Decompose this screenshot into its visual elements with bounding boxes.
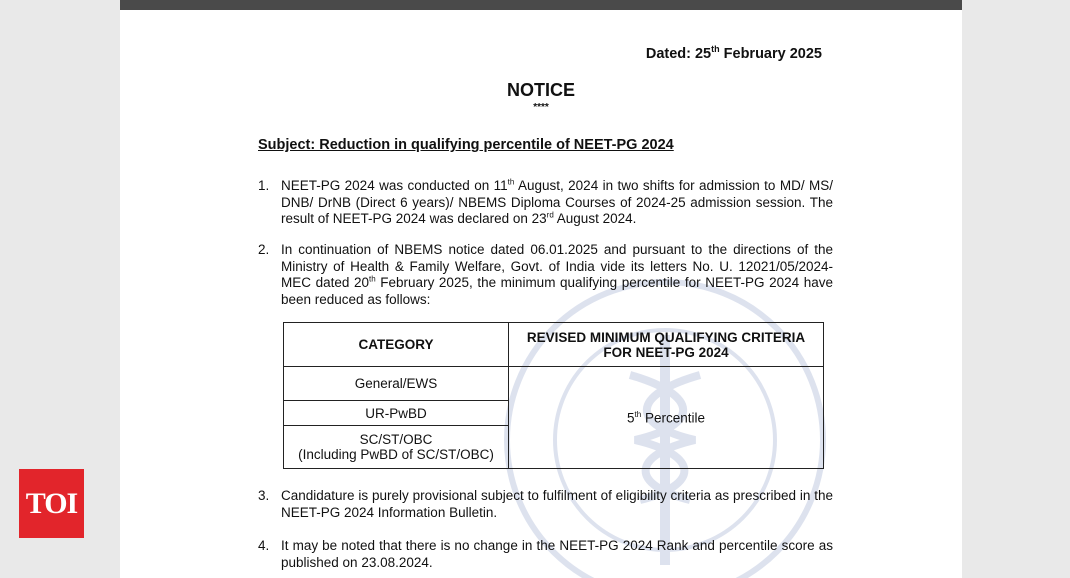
table-cell-category: SC/ST/OBC (Including PwBD of SC/ST/OBC)	[284, 426, 509, 469]
notice-title: NOTICE	[506, 80, 575, 100]
table-header-category: CATEGORY	[284, 323, 509, 367]
table-cell-category: General/EWS	[284, 367, 509, 401]
list-item-text: It may be noted that there is no change in the NEET-PG 2024 Rank and percentile score as published on 23.08.2024.	[281, 538, 833, 570]
table-cell-criteria: 5th Percentile	[509, 367, 824, 469]
right-margin	[962, 0, 1070, 578]
table-header-criteria: REVISED MINIMUM QUALIFYING CRITERIA FOR NEET-PG 2024	[509, 323, 824, 367]
list-item-text: In continuation of NBEMS notice dated 06.01.2025 and pursuant to the directions of the Ministry of Health & Family Welfare, Govt. of India vide its letters No. U. 12021/05/2024-MEC dated 20th February 2025, the minimum qualifying percentile for NEET-PG 2024 have been reduced as follows:	[281, 242, 833, 307]
table-cell-category: UR-PwBD	[284, 401, 509, 426]
toi-logo: TOI	[19, 469, 84, 538]
list-item-text: NEET-PG 2024 was conducted on 11th August, 2024 in two shifts for admission to MD/ MS/ DNB/ DrNB (Direct 6 years)/ NBEMS Diploma Courses of 2024-25 admission session. The result of NEET-PG 2024 was declared on 23rd August 2024.	[281, 177, 833, 226]
notice-subject: Subject: Reduction in qualifying percentile of NEET-PG 2024	[258, 137, 674, 153]
notice-page: Dated: 25th February 2025 NOTICE **** Subject: Reduction in qualifying percentile of NEET-PG 2024 1. NEET-PG 2024 was conducted on 11th August, 2024 in two shifts for admission to MD/ MS/ DNB/ DrNB (Direct 6 years)/ NBEMS Diploma Courses of 2024-25 admission session. The result of NEET-PG 2024 was declared on 23rd August 2024. 2. In continuation of NBEMS notice dated 06.01.2025 and pursuant to the directions of the Ministry of Health & Family Welfare, Govt. of India vide its letters No. U. 12021/05/2024-MEC dated 20th February 2025, the minimum qualifying percentile for NEET-PG 2024 have been reduced as follows: CATEGORY REVISED MINIMUM QUALIFYING CRITERIA FOR NEET-PG 2024 General/EWS 5th Percentile UR-PwBD SC/ST/OBC (Including PwBD of SC/ST/OBC) 3. Candidature is purely provisional subject to fulfilment of eligibility criteria as prescribed in the NEET-PG 2024 Information Bulletin. 4. It may be noted that there is no change in the NEET-PG 2024 Rank and percentile score as published on 23.08.2024.	[120, 10, 962, 578]
criteria-table	[283, 322, 824, 469]
title-separator: ****	[533, 102, 549, 113]
list-item-text: Candidature is purely provisional subject to fulfilment of eligibility criteria as prescribed in the NEET-PG 2024 Information Bulletin.	[281, 488, 833, 520]
notice-date: Dated: 25th February 2025	[645, 44, 822, 62]
